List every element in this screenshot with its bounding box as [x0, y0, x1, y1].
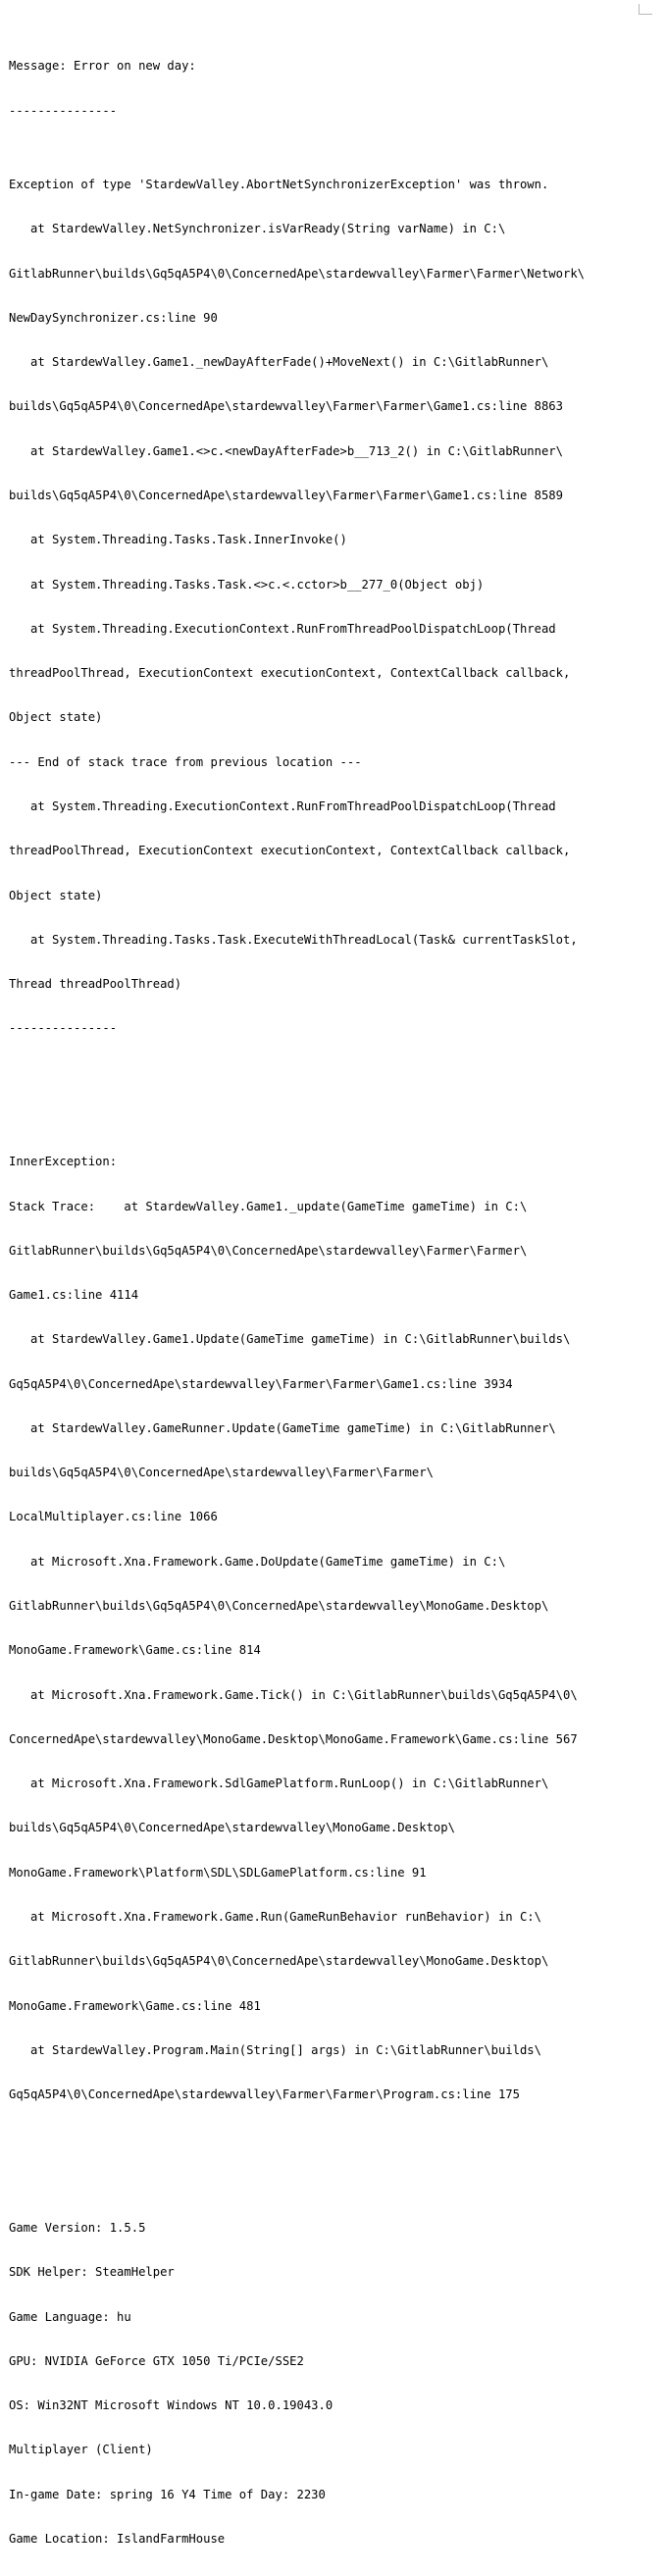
stack-line: at Microsoft.Xna.Framework.Game.Run(GameRunBehavior runBehavior) in C:\ — [9, 1910, 541, 1924]
stack-line: at System.Threading.Tasks.Task.ExecuteWithThreadLocal(Task& currentTaskSlot, — [9, 932, 578, 947]
stack-line: LocalMultiplayer.cs:line 1066 — [9, 1510, 218, 1524]
stack-line: GitlabRunner\builds\Gq5qA5P4\0\ConcernedApe\stardewvalley\Farmer\Farmer\ — [9, 1243, 528, 1258]
stack-line: at StardewValley.GameRunner.Update(GameTime gameTime) in C:\GitlabRunner\ — [9, 1420, 556, 1435]
stack-trace-end-line: --- End of stack trace from previous location --- — [9, 754, 362, 769]
stack-line: at Microsoft.Xna.Framework.SdlGamePlatform.RunLoop() in C:\GitlabRunner\ — [9, 1777, 549, 1791]
stack-line: at Microsoft.Xna.Framework.Game.DoUpdate(GameTime gameTime) in C:\ — [9, 1554, 506, 1569]
stack-line: Object state) — [9, 710, 103, 725]
gpu-info: GPU: NVIDIA GeForce GTX 1050 Ti/PCIe/SSE2 — [9, 2353, 304, 2368]
stack-line: Stack Trace: at StardewValley.Game1._update(GameTime gameTime) in C:\ — [9, 1199, 528, 1213]
stack-line: builds\Gq5qA5P4\0\ConcernedApe\stardewvalley\Farmer\Farmer\Game1.cs:line 8589 — [9, 489, 563, 502]
page-corner-mark — [639, 4, 652, 15]
stack-line: Game1.cs:line 4114 — [9, 1288, 139, 1303]
game-language: Game Language: hu — [9, 2309, 131, 2324]
stack-line: Thread threadPoolThread) — [9, 977, 182, 992]
exception-line: Exception of type 'StardewValley.AbortNetSynchronizerException' was thrown. — [9, 178, 549, 192]
sdk-helper: SDK Helper: SteamHelper — [9, 2265, 175, 2280]
stack-line: threadPoolThread, ExecutionContext executionContext, ContextCallback callback, — [9, 844, 571, 858]
separator-line: --------------- — [9, 103, 118, 118]
stack-line: Gq5qA5P4\0\ConcernedApe\stardewvalley\Farmer\Farmer\Game1.cs:line 3934 — [9, 1376, 513, 1391]
stack-line: GitlabRunner\builds\Gq5qA5P4\0\ConcernedApe\stardewvalley\MonoGame.Desktop\ — [9, 1954, 549, 1969]
multiplayer-mode: Multiplayer (Client) — [9, 2443, 153, 2457]
stack-line: at System.Threading.ExecutionContext.RunFromThreadPoolDispatchLoop(Thread — [9, 621, 556, 636]
stack-line: builds\Gq5qA5P4\0\ConcernedApe\stardewvalley\Farmer\Farmer\ — [9, 1466, 434, 1480]
document-body[interactable] — [9, 15, 661, 2576]
stack-line: GitlabRunner\builds\Gq5qA5P4\0\ConcernedApe\stardewvalley\MonoGame.Desktop\ — [9, 1599, 549, 1614]
message-line: Message: Error on new day: — [9, 59, 196, 74]
stack-line: Gq5qA5P4\0\ConcernedApe\stardewvalley\Farmer\Farmer\Program.cs:line 175 — [9, 2087, 520, 2102]
game-version: Game Version: 1.5.5 — [9, 2220, 146, 2235]
stack-line: at System.Threading.ExecutionContext.RunFromThreadPoolDispatchLoop(Thread — [9, 799, 556, 813]
stack-line: builds\Gq5qA5P4\0\ConcernedApe\stardewvalley\MonoGame.Desktop\ — [9, 1821, 455, 1835]
stack-line: at Microsoft.Xna.Framework.Game.Tick() in C:\GitlabRunner\builds\Gq5qA5P4\0\ — [9, 1687, 578, 1702]
stack-line: at StardewValley.NetSynchronizer.isVarReady(String varName) in C:\ — [9, 222, 506, 236]
stack-line: at System.Threading.Tasks.Task.InnerInvoke() — [9, 533, 347, 547]
os-info: OS: Win32NT Microsoft Windows NT 10.0.19043.0 — [9, 2398, 334, 2413]
stack-line: Object state) — [9, 888, 103, 902]
blank-line — [9, 2147, 661, 2162]
stack-line: at StardewValley.Game1._newDayAfterFade()+MoveNext() in C:\GitlabRunner\ — [9, 355, 549, 370]
game-location: Game Location: IslandFarmHouse — [9, 2531, 226, 2546]
stack-line: at System.Threading.Tasks.Task.<>c.<.cctor>b__277_0(Object obj) — [9, 577, 485, 592]
inner-exception-heading: InnerException: — [9, 1155, 118, 1169]
stack-line: builds\Gq5qA5P4\0\ConcernedApe\stardewvalley\Farmer\Farmer\Game1.cs:line 8863 — [9, 399, 563, 414]
stack-line: ConcernedApe\stardewvalley\MonoGame.Desktop\MonoGame.Framework\Game.cs:line 567 — [9, 1731, 578, 1746]
blank-line — [9, 1081, 661, 1096]
stack-line: threadPoolThread, ExecutionContext executionContext, ContextCallback callback, — [9, 666, 571, 681]
stack-line: at StardewValley.Program.Main(String[] args) in C:\GitlabRunner\builds\ — [9, 2042, 541, 2057]
stack-line: GitlabRunner\builds\Gq5qA5P4\0\ConcernedApe\stardewvalley\Farmer\Farmer\Network\ — [9, 266, 585, 281]
in-game-date: In-game Date: spring 16 Y4 Time of Day: 2230 — [9, 2487, 326, 2501]
stack-line: at StardewValley.Game1.Update(GameTime gameTime) in C:\GitlabRunner\builds\ — [9, 1332, 571, 1347]
stack-line: MonoGame.Framework\Game.cs:line 814 — [9, 1643, 261, 1658]
stack-line: NewDaySynchronizer.cs:line 90 — [9, 310, 218, 325]
stack-line: at StardewValley.Game1.<>c.<newDayAfterFade>b__713_2() in C:\GitlabRunner\ — [9, 443, 563, 458]
stack-line: MonoGame.Framework\Platform\SDL\SDLGamePlatform.cs:line 91 — [9, 1865, 427, 1880]
separator-line: --------------- — [9, 1021, 118, 1036]
stack-line: MonoGame.Framework\Game.cs:line 481 — [9, 1998, 261, 2013]
